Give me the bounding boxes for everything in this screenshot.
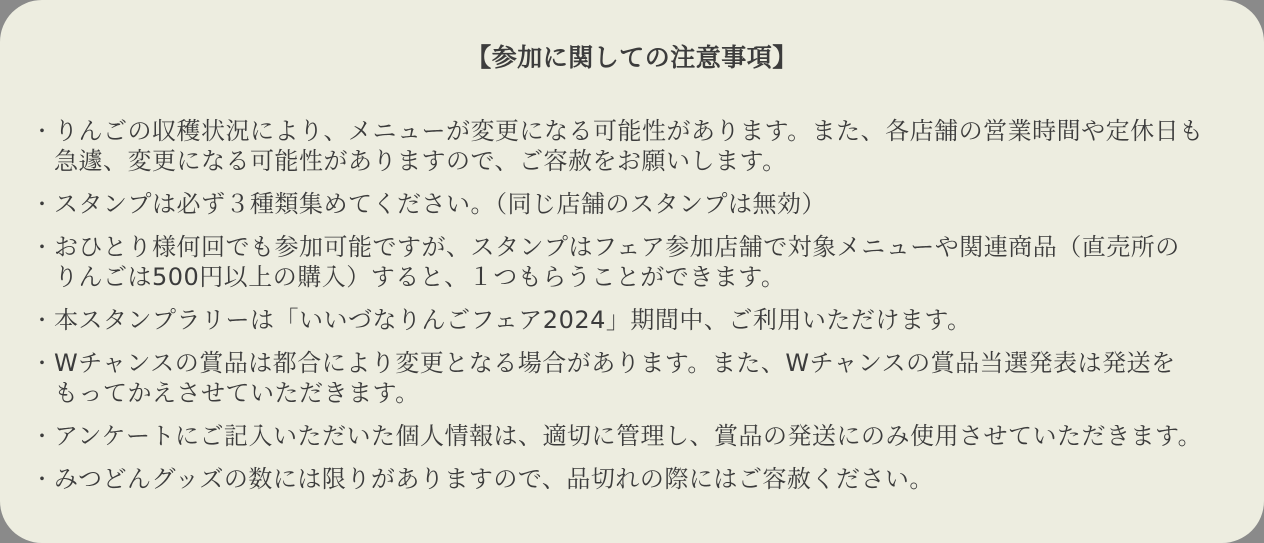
bullet-dot-icon: ・ — [32, 351, 52, 375]
list-item — [30, 305, 1234, 335]
list-item — [30, 348, 1234, 408]
item-line: もってかえさせていただきます。 — [54, 379, 420, 407]
list-item — [30, 464, 1234, 494]
notice-list — [30, 116, 1234, 494]
item-line: スタンプは必ず３種類集めてください。（同じ店舗のスタンプは無効） — [54, 190, 826, 218]
item-text — [54, 421, 1234, 451]
item-line: Wチャンスの賞品は都合により変更となる場合があります。また、Wチャンスの賞品当選発表は発送を — [54, 349, 1176, 377]
bullet-dot-icon: ・ — [32, 308, 52, 332]
item-line: みつどんグッズの数には限りがありますので、品切れの際にはご容赦ください。 — [54, 465, 934, 493]
list-item — [30, 189, 1234, 219]
item-line: アンケートにご記入いただいた個人情報は、適切に管理し、賞品の発送にのみ使用させていただきます。 — [54, 422, 1203, 450]
item-line: 急遽、変更になる可能性がありますので、ご容赦をお願いします。 — [54, 147, 787, 175]
bullet-dot-icon: ・ — [32, 467, 52, 491]
list-item — [30, 232, 1234, 292]
item-line: おひとり様何回でも参加可能ですが、スタンプはフェア参加店舗で対象メニューや関連商品（直売所の — [54, 233, 1180, 261]
list-item — [30, 116, 1234, 176]
bullet-dot-icon: ・ — [32, 235, 52, 259]
list-item — [30, 421, 1234, 451]
bullet-dot-icon: ・ — [32, 119, 52, 143]
item-line: りんごは500円以上の購入）すると、１つもらうことができます。 — [54, 263, 786, 291]
item-text — [54, 232, 1234, 292]
item-text — [54, 116, 1234, 176]
bullet-dot-icon: ・ — [32, 192, 52, 216]
item-text — [54, 464, 1234, 494]
item-text — [54, 348, 1234, 408]
item-text — [54, 305, 1234, 335]
bullet-dot-icon: ・ — [32, 424, 52, 448]
item-line: りんごの収穫状況により、メニューが変更になる可能性があります。また、各店舗の営業時間や定休日も — [54, 117, 1204, 145]
notice-title: 【参加に関しての注意事項】 — [466, 43, 798, 72]
item-text — [54, 189, 1234, 219]
item-line: 本スタンプラリーは「いいづなりんごフェア2024」期間中、ご利用いただけます。 — [54, 306, 972, 334]
